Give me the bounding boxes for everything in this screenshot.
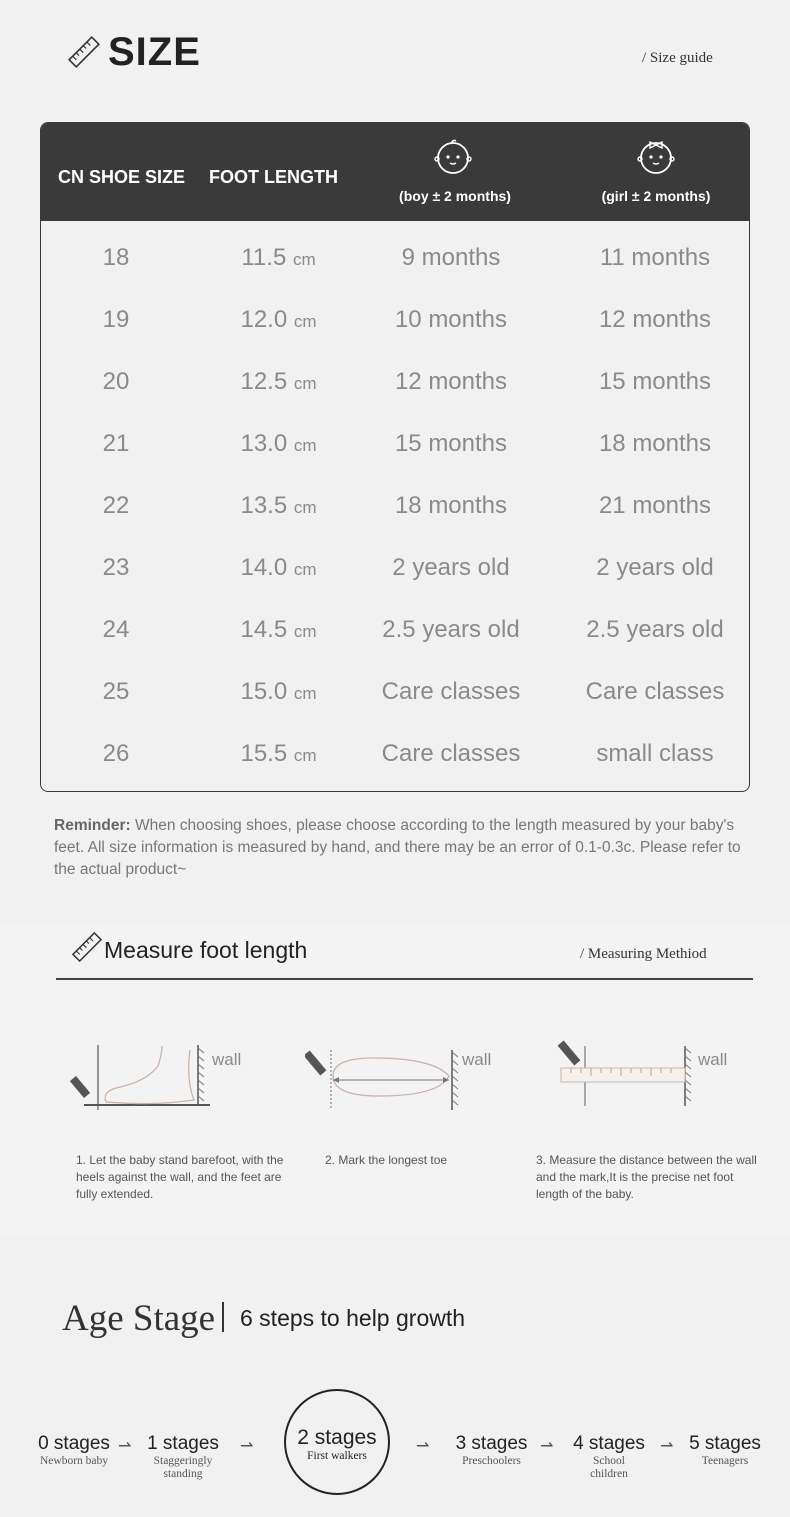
step-1-text: 1. Let the baby stand barefoot, with the heels against the wall, and the feet are fully extended. [76, 1153, 284, 1201]
wall-label: wall [212, 1050, 242, 1069]
measure-title: Measure foot length [104, 937, 308, 963]
length-cell: 11.5 cm [241, 244, 316, 271]
length-cell: 13.0 cm [240, 430, 317, 457]
wall-label: wall [698, 1050, 728, 1069]
size-cell: 21 [102, 430, 130, 457]
girl-age-cell: 21 months [598, 492, 712, 519]
stage-desc: Teenagers [701, 1455, 749, 1467]
girl-age-cell: 11 months [599, 244, 711, 271]
length-cell: 15.0 cm [240, 678, 317, 705]
boy-age-cell: 2 years old [392, 554, 510, 581]
ruler-icon [70, 930, 104, 964]
size-cell: 24 [102, 616, 130, 643]
reminder-label: Reminder: [54, 817, 131, 834]
stage-3 [444, 1433, 539, 1468]
girl-age-cell: 18 months [598, 430, 712, 457]
size-cell: 20 [102, 368, 130, 395]
arrow-right-icon: ⇀ [540, 1438, 554, 1455]
boy-age-cell: 18 months [394, 492, 508, 519]
girl-age-cell: 2 years old [596, 554, 714, 581]
table-row [41, 416, 749, 478]
boy-age-cell: 2.5 years old [382, 616, 520, 643]
stage-desc: Newborn baby [39, 1455, 109, 1467]
measure-method-label: / Measuring Methiod [580, 946, 707, 962]
length-cell: 14.5 cm [240, 616, 317, 643]
table-row [41, 478, 749, 540]
arrow-right-icon: ⇀ [240, 1438, 254, 1455]
table-row [41, 726, 749, 788]
header-cn-shoe-size: CN SHOE SIZE [58, 167, 186, 187]
stage-name: 4 stages [573, 1433, 645, 1454]
size-cell: 19 [102, 306, 130, 333]
boy-age-cell: 10 months [394, 306, 508, 333]
size-cell: 26 [102, 740, 130, 767]
length-cell: 14.0 cm [240, 554, 317, 581]
stage-2 [286, 1426, 388, 1463]
size-table [40, 122, 750, 792]
arrow-right-icon: ⇀ [660, 1438, 674, 1455]
table-row [41, 354, 749, 416]
reminder-note [54, 815, 744, 881]
length-cell: 15.5 cm [240, 740, 317, 767]
ruler-icon [66, 34, 102, 70]
girl-age-cell: small class [596, 740, 714, 767]
stage-name: 5 stages [689, 1433, 761, 1454]
reminder-text: When choosing shoes, please choose according to the length measured by your baby's feet. All size information is measured by hand, and there may be an error of 0.1-0.3c. Please refer to the actual product~ [54, 817, 741, 878]
step3-illustration [555, 1038, 705, 1113]
girl-age-cell: 15 months [598, 368, 712, 395]
wall-label: wall [462, 1050, 492, 1069]
boy-age-cell: 15 months [394, 430, 508, 457]
header-foot-length: FOOT LENGTH [209, 167, 338, 187]
boy-age-cell: Care classes [381, 740, 521, 767]
table-row [41, 230, 749, 292]
girl-age-cell: Care classes [585, 678, 725, 705]
page-title: SIZE [108, 30, 201, 74]
age-stage-subtitle: 6 steps to help growth [240, 1305, 466, 1331]
table-row [41, 664, 749, 726]
baby-boy-face-icon [432, 137, 474, 175]
boy-age-cell: 9 months [401, 244, 501, 271]
stage-desc: First walkers [307, 1450, 367, 1462]
header-girl: (girl ± 2 months) [601, 188, 711, 204]
boy-age-cell: 12 months [394, 368, 508, 395]
baby-girl-face-icon [635, 137, 677, 175]
arrow-right-icon: ⇀ [416, 1438, 430, 1455]
length-cell: 12.0 cm [240, 306, 317, 333]
arrow-right-icon: ⇀ [118, 1438, 132, 1455]
size-cell: 25 [102, 678, 130, 705]
title-separator [222, 1302, 224, 1332]
stage-0 [24, 1433, 124, 1468]
size-guide-label: / Size guide [642, 50, 713, 66]
table-header [41, 123, 749, 221]
stage-desc: School children [590, 1455, 628, 1480]
step1-illustration [70, 1040, 220, 1115]
table-row [41, 602, 749, 664]
age-stage-title: Age Stage [62, 1298, 216, 1339]
divider [56, 978, 753, 980]
stage-name: 2 stages [297, 1426, 377, 1449]
girl-age-cell: 2.5 years old [586, 616, 724, 643]
stage-1 [138, 1433, 228, 1481]
length-cell: 12.5 cm [240, 368, 317, 395]
stage-5 [680, 1433, 770, 1468]
step-3-text: 3. Measure the distance between the wall and the mark,It is the precise net foot length of the baby. [536, 1153, 757, 1201]
girl-age-cell: 12 months [598, 306, 712, 333]
header-boy: (boy ± 2 months) [399, 188, 511, 204]
stage-name: 3 stages [455, 1433, 528, 1454]
stage-name: 0 stages [38, 1433, 110, 1454]
step-2-text: 2. Mark the longest toe [325, 1153, 448, 1167]
boy-age-cell: Care classes [381, 678, 521, 705]
length-cell: 13.5 cm [240, 492, 317, 519]
size-cell: 18 [102, 244, 130, 271]
size-cell: 22 [102, 492, 130, 519]
step2-illustration [305, 1040, 465, 1115]
stage-4 [562, 1433, 656, 1481]
table-row [41, 540, 749, 602]
stage-name: 1 stages [147, 1433, 219, 1454]
stage-desc: Preschoolers [462, 1455, 521, 1467]
size-cell: 23 [102, 554, 130, 581]
table-row [41, 292, 749, 354]
stage-desc: Staggeringly standing [153, 1455, 213, 1480]
